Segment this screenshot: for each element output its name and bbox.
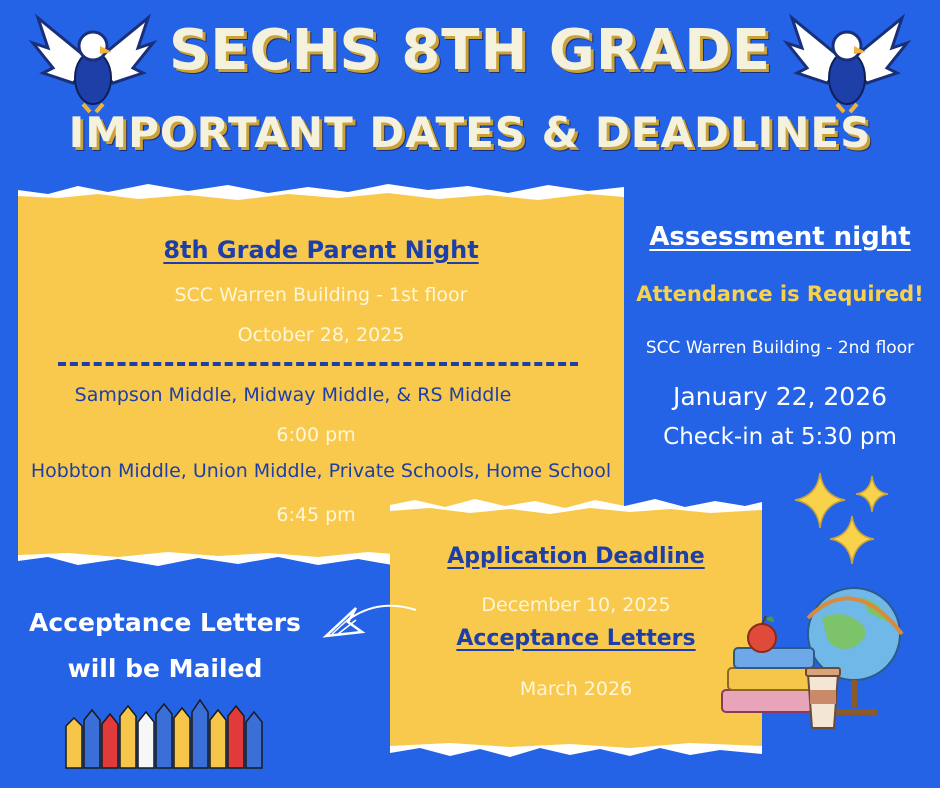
parent-night-title: 8th Grade Parent Night: [163, 236, 479, 264]
application-deadline-date: December 10, 2025: [481, 594, 671, 616]
acceptance-letters-date: March 2026: [519, 678, 633, 700]
parent-night-date: October 28, 2025: [237, 324, 405, 346]
assessment-night-title: Assessment night: [649, 222, 911, 252]
torn-paper-edge: [390, 738, 762, 760]
acceptance-letters-title: Acceptance Letters: [456, 626, 696, 651]
assessment-checkin: Check-in at 5:30 pm: [663, 424, 897, 450]
acceptance-mailed-note: Acceptance Letters will be Mailed: [29, 608, 301, 683]
session-group-2: Hobbton Middle, Union Middle, Private Schools, Home School: [30, 460, 612, 482]
session-time-2: 6:45 pm: [276, 504, 356, 526]
session-group-1: Sampson Middle, Midway Middle, & RS Middle: [74, 384, 512, 406]
assessment-location: SCC Warren Building - 2nd floor: [645, 338, 915, 358]
colored-pencils-icon: [62, 696, 274, 770]
session-time-1: 6:00 pm: [276, 424, 356, 446]
page-title: SECHS 8TH GRADE: [168, 18, 772, 83]
torn-paper-edge: [390, 496, 762, 518]
parent-night-location: SCC Warren Building - 1st floor: [174, 284, 468, 306]
application-deadline-title: Application Deadline: [447, 544, 705, 569]
torn-paper-edge: [18, 182, 624, 204]
hand-drawn-arrow-icon: [318, 596, 418, 656]
books-globe-coffee-icon: [712, 578, 928, 748]
page-subtitle: IMPORTANT DATES & DEADLINES: [68, 108, 872, 157]
assessment-date: January 22, 2026: [672, 382, 888, 411]
dashed-divider: [58, 362, 578, 366]
attendance-required: Attendance is Required!: [636, 282, 924, 306]
application-card: [390, 512, 762, 744]
sparkle-stars-icon: [790, 468, 900, 578]
